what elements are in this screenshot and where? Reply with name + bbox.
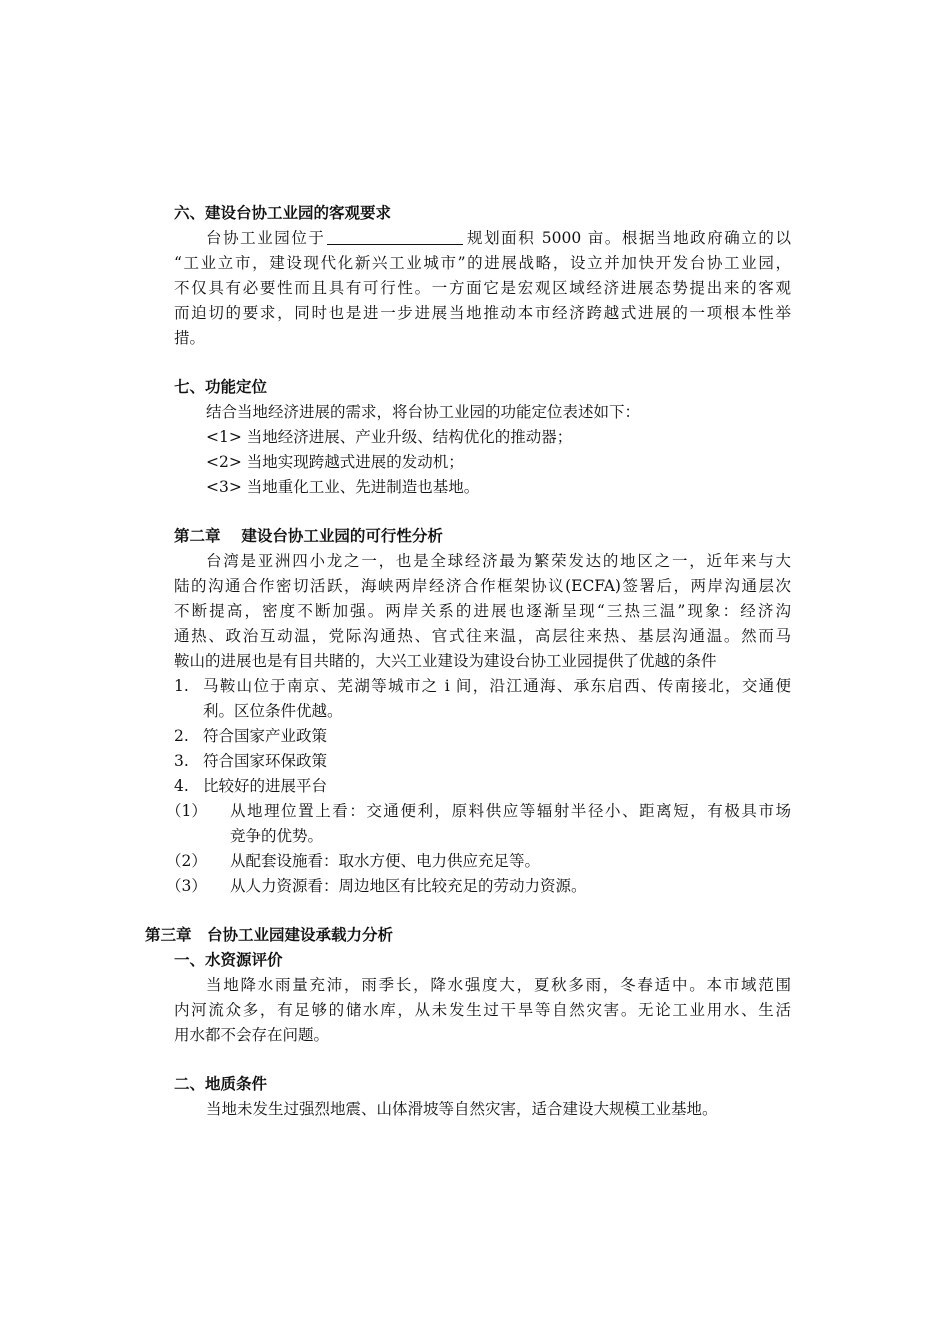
paragraph-line: 鞍山的进展也是有目共睹的，大兴工业建设为建设台协工业园提供了优越的条件 bbox=[174, 652, 717, 670]
sub-item-number: （2） bbox=[166, 852, 207, 870]
paragraph-line: “工业立市，建设现代化新兴工业城市”的进展战略，设立并加快开发台协工业园， bbox=[174, 254, 791, 272]
paragraph-line: 不仅具有必要性而且具有可行性。一方面它是宏观区域经济进展态势提出来的客观 bbox=[174, 279, 791, 297]
sub-item-continuation: 竞争的优势。 bbox=[230, 827, 324, 845]
paragraph-line: 不断提高，密度不断加强。两岸关系的进展也逐渐呈现“三热三温”现象：经济沟 bbox=[174, 602, 791, 620]
section-7-heading: 七、功能定位 bbox=[174, 378, 268, 396]
sub-item-number: （3） bbox=[166, 877, 207, 895]
list-item-number: 3. bbox=[174, 752, 189, 770]
list-item-number: 4. bbox=[174, 777, 189, 795]
sub-item-number: （1） bbox=[166, 802, 207, 820]
list-item-continuation: 利。区位条件优越。 bbox=[203, 702, 343, 720]
sub-item-text: 从地理位置上看：交通便利，原料供应等辐射半径小、距离短，有极具市场 bbox=[230, 802, 791, 820]
chapter-2-heading: 第二章 建设台协工业园的可行性分析 bbox=[174, 527, 443, 545]
list-item-number: 1. bbox=[174, 677, 189, 695]
blank-underline bbox=[327, 228, 463, 245]
list-item-text: 符合国家产业政策 bbox=[203, 727, 328, 745]
paragraph-line: 当地未发生过强烈地震、山体滑坡等自然灾害，适合建设大规模工业基地。 bbox=[206, 1100, 718, 1118]
sub-item-text: 从人力资源看：周边地区有比较充足的劳动力资源。 bbox=[230, 877, 587, 895]
geology-heading: 二、地质条件 bbox=[174, 1075, 268, 1093]
list-item-number: 2. bbox=[174, 727, 189, 745]
paragraph-line: 内河流众多，有足够的储水库，从未发生过干旱等自然灾害。无论工业用水、生活 bbox=[174, 1001, 791, 1019]
function-item: <3> 当地重化工业、先进制造也基地。 bbox=[206, 478, 480, 496]
section-6-first-line: 台协工业园位于 规划面积 5000 亩。根据当地政府确立的以 bbox=[206, 229, 791, 247]
list-item-text: 比较好的进展平台 bbox=[203, 777, 328, 795]
list-item-text: 符合国家环保政策 bbox=[203, 752, 328, 770]
list-item-text: 马鞍山位于南京、芜湖等城市之 i 间，沿江通海、承东启西、传南接北，交通便 bbox=[203, 677, 791, 695]
section-6-heading: 六、建设台协工业园的客观要求 bbox=[174, 204, 392, 222]
function-item: <1> 当地经济进展、产业升级、结构优化的推动器； bbox=[206, 428, 573, 446]
chapter-3-heading: 第三章 台协工业园建设承载力分析 bbox=[145, 926, 394, 944]
paragraph-line: 台湾是亚洲四小龙之一，也是全球经济最为繁荣发达的地区之一，近年来与大 bbox=[206, 552, 791, 570]
paragraph-line: 用水都不会存在问题。 bbox=[174, 1026, 330, 1044]
water-heading: 一、水资源评价 bbox=[174, 951, 283, 969]
paragraph-line: 当地降水雨量充沛，雨季长，降水强度大，夏秋多雨，冬春适中。本市域范围 bbox=[206, 976, 791, 994]
paragraph-line: 措。 bbox=[174, 329, 206, 347]
section-7-intro: 结合当地经济进展的需求，将台协工业园的功能定位表述如下： bbox=[206, 403, 641, 421]
paragraph-line: 通热、政治互动温，党际沟通热、官式往来温，高层往来热、基层沟通温。然而马 bbox=[174, 627, 791, 645]
paragraph-line: 陆的沟通合作密切活跃，海峡两岸经济合作框架协议(ECFA)签署后，两岸沟通层次 bbox=[174, 577, 791, 595]
paragraph-line: 而迫切的要求，同时也是进一步进展当地推动本市经济跨越式进展的一项根本性举 bbox=[174, 304, 791, 322]
function-item: <2> 当地实现跨越式进展的发动机； bbox=[206, 453, 464, 471]
sub-item-text: 从配套设施看：取水方便、电力供应充足等。 bbox=[230, 852, 541, 870]
